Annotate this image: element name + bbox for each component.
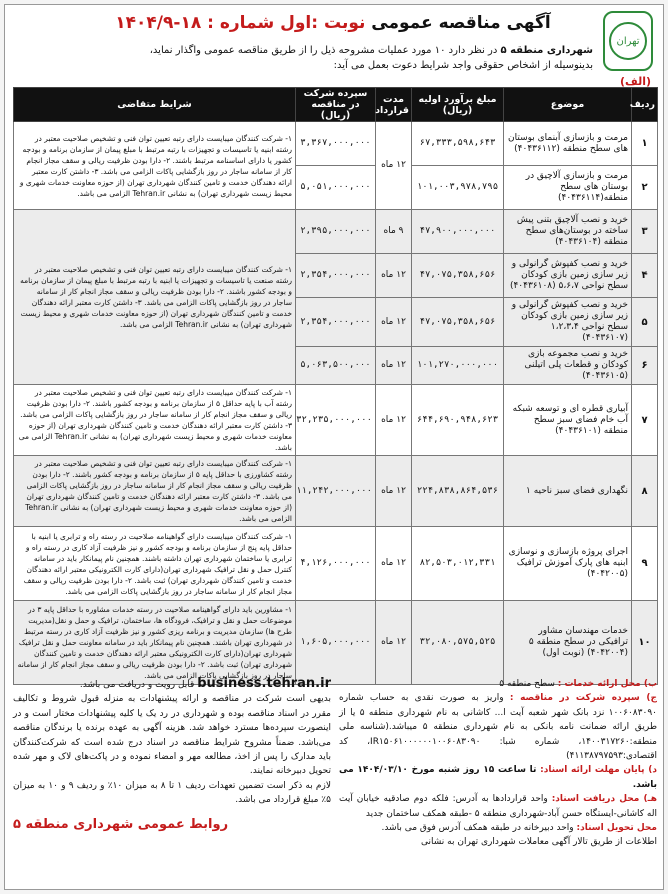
row-estimate: ۳۲,۰۸۰,۵۷۵,۵۲۵ (412, 601, 504, 685)
row-duration: ۱۲ ماه (376, 385, 412, 456)
tehran-municipality-logo (603, 11, 653, 71)
row-deposit: ۱,۶۰۵,۰۰۰,۰۰۰ (296, 601, 376, 685)
row-deposit: ۱۱,۲۴۲,۰۰۰,۰۰۰ (296, 456, 376, 527)
row-duration: ۹ ماه (376, 210, 412, 254)
row-deposit: ۳۲,۲۳۵,۰۰۰,۰۰۰ (296, 385, 376, 456)
row-deposit: ۲,۳۵۴,۰۰۰,۰۰۰ (296, 298, 376, 347)
row-duration: ۱۲ ماه (376, 347, 412, 385)
row-deposit: ۳,۳۶۷,۰۰۰,۰۰۰ (296, 122, 376, 166)
row-duration: ۱۲ ماه (376, 122, 412, 210)
row-number: ۹ (632, 527, 658, 601)
row-subject: مرمت و بازسازی آبنمای بوستان های سطح منطقه (۴۰۴۳۶۱۱۲) (504, 122, 632, 166)
title-main: آگهی مناقصه عمومی (371, 13, 551, 33)
row-deposit: ۵,۰۶۳,۵۰۰,۰۰۰ (296, 347, 376, 385)
row-estimate: ۱۰۱,۲۷۰,۰۰۰,۰۰۰ (412, 347, 504, 385)
table-row (14, 601, 658, 685)
col-estimate: مبلغ برآورد اولیه (ریال) (412, 88, 504, 122)
intro-org: شهرداری منطقه ۵ (500, 45, 593, 56)
notice-title (73, 13, 593, 33)
col-duration: مدت قرارداد (376, 88, 412, 122)
row-number: ۶ (632, 347, 658, 385)
detail-terms: بدیهی است شرکت در مناقصه و ارائه پیشنهادات به منزله قبول شروط و تکالیف مقرر در اسناد مناقصه بوده و شهرداری در رد یک یا کلیه پیشنهادات مختار است و در اینصورت سپرده‌ها مسترد خواهد شد. هزینه آگهی به عهده برنده یا برندگان مناقصه می‌باشد. ضمناً مشروح شرایط مناقصه در اسناد درج شده است که شرکت‌کنندگان باید مدارک را پس از اخذ، مطالعه مهر و امضاء نموده و در پاکت‌های لاک و مهر شده تحویل دبیرخانه نمایند. (13, 694, 331, 777)
detail-info: اطلاعات از طریق تالار آگهی معاملات شهرداری تهران به نشانی (421, 837, 657, 848)
row-estimate: ۴۷,۰۷۵,۳۵۸,۶۵۶ (412, 254, 504, 298)
details-left-column (13, 677, 331, 832)
intro-text: در نظر دارد ۱۰ مورد عملیات مشروحه ذیل را از طریق مناقصه عمومی واگذار نماید، (149, 45, 501, 56)
table-row (14, 456, 658, 527)
table-row (14, 122, 658, 166)
row-conditions: ۱- شرکت کنندگان میبایست دارای رتبه تعیین توان فنی و تشخیص صلاحیت معتبر در رشته ابنیه یا تاسیسات و تجهیزات با رتبه مرتبط با مبلغ پیمان از سازمان برنامه و بودجه کشور یا دارای اساسنامه مرتبط باشند. ۲- دارا بودن ظرفیت ریالی و سقف مجاز انجام کار از سامانه ساجار در روز بازگشایی پاکات الزامی می باشد. ۳- داشتن کارت معتبر ارائه دهندگان خدمت و تامین کنندگان شهرداری تهران (از حوزه معاونت خدمات شهری و محیط زیست شهرداری تهران) به نشانی Tehran.ir الزامی می باشد. (14, 122, 296, 210)
row-subject: خرید و نصب کفپوش گرانولی و زیر سازی زمین بازی کودکان سطح نواحی ۵،۶،۷ (۴۰۴۳۶۱۰۸) (504, 254, 632, 298)
row-number: ۴ (632, 254, 658, 298)
row-estimate: ۶۷,۳۳۳,۵۹۸,۶۴۳ (412, 122, 504, 166)
col-subject: موضوع (504, 88, 632, 122)
col-conditions: شرایط متقاضی (14, 88, 296, 122)
row-number: ۸ (632, 456, 658, 527)
col-deposit: سپرده شرکت در مناقصه (ریال) (296, 88, 376, 122)
row-subject: خدمات مهندسان مشاور ترافیکی در سطح منطقه ۵ (۴۰۴۲۰۰۴) (نوبت اول) (504, 601, 632, 685)
row-number: ۲ (632, 166, 658, 210)
detail-delivery: محل تحویل اسناد: واحد دبیرخانه در طبقه همکف آدرس فوق می باشد. (381, 823, 657, 834)
row-deposit: ۴,۱۲۶,۰۰۰,۰۰۰ (296, 527, 376, 601)
notice-header (5, 5, 663, 87)
row-subject: نگهداری فضای سبز ناحیه ۱ (504, 456, 632, 527)
row-conditions: ۱- شرکت کنندگان میبایست دارای رتبه تعیین توان فنی و تشخیص صلاحیت معتبر در رشته کشاورزی با حداقل پایه ۵ از سازمان برنامه و بودجه کشور باشند. ۲- دارا بودن ظرفیت ریالی و سقف مجاز انجام کار از سامانه ساجار در روز بازگشایی پاکات الزامی می باشد. ۳- داشتن کارت معتبر ارائه دهندگان خدمت و تامین کنندگان شهرداری تهران (از حوزه معاونت خدمات شهری و محیط زیست شهرداری تهران) به نشانی Tehran.ir الزامی می باشد. (14, 456, 296, 527)
row-estimate: ۴۷,۰۷۵,۳۵۸,۶۵۶ (412, 298, 504, 347)
col-row: ردیف (632, 88, 658, 122)
row-subject: خرید و نصب آلاچیق بتنی پیش ساخته در بوستان‌های سطح منطقه (۴۰۴۳۶۱۰۴) (504, 210, 632, 254)
row-number: ۳ (632, 210, 658, 254)
detail-guarantee: لازم به ذکر است تضمین تعهدات ردیف ۱ تا ۸ به میزان ۱۰٪ و ردیف ۹ و ۱۰ به میزان ۵٪ مبلغ قرارداد می باشد. (13, 780, 331, 806)
detail-j: ج) سپرده شرکت در مناقصه : واریز به صورت نقدی به حساب شماره ۱۰۰۶۰۸۳۰۹۰ نزد بانک شهر شعبه آیت ا... کاشانی به نام شهرداری منطقه ۵ یا از طریق ارائه ضمانت نامه بانکی به نام شهرداری منطقه ۵ میباشد.(شناسه ملی منطقه:۱۴۰۰۳۱۷۲۶۰، شماره شبا: IR۱۵۰۶۱۰۰۰۰۰۰۱۰۰۶۰۸۳۰۹۰، کد اقتصادی:۴۱۱۳۸۷۹۷۵۹۳) (339, 693, 657, 762)
row-conditions: ۱- شرکت کنندگان میبایست دارای رتبه تعیین توان فنی و تشخیص صلاحیت معتبر در رشته آب با پایه حداقل ۵ از سازمان برنامه و بودجه کشور باشند. ۲- دارا بودن ظرفیت ریالی و سقف مجاز انجام کار از سامانه ساجار در روز بازگشایی پاکات الزامی می باشد. ۳- داشتن کارت معتبر ارائه دهندگان خدمت و تامین کنندگان شهرداری تهران (از حوزه معاونت خدمات شهری و محیط زیست شهرداری تهران) به نشانی Tehran.ir الزامی می باشد. (14, 385, 296, 456)
detail-site-line: business.tehran.ir قابل رویت و دریافت می باشد. (79, 676, 331, 691)
row-subject: آبیاری قطره ای و توسعه شبکه آب خام فضای سبز سطح منطقه (۴۰۴۳۶۱۰۱) (504, 385, 632, 456)
detail-d: د) پایان مهلت ارائه اسناد: تا ساعت ۱۵ روز شنبه مورخ ۱۴۰۴/۰۳/۱۰ می باشد. (339, 765, 658, 790)
table-header-row (14, 88, 658, 122)
notice-details (13, 677, 657, 885)
details-right-column (339, 677, 657, 850)
detail-h: هـ) محل دریافت اسناد: واحد قراردادها به آدرس: فلکه دوم صادقیه خیابان آیت اله کاشانی-ایستگاه حسن آباد-شهرداری منطقه ۵ -طبقه همکف ساختمان جدید (339, 794, 657, 819)
row-deposit: ۵,۰۵۱,۰۰۰,۰۰۰ (296, 166, 376, 210)
row-number: ۵ (632, 298, 658, 347)
row-conditions: ۱- شرکت کنندگان میبایست دارای رتبه تعیین توان فنی و تشخیص صلاحیت معتبر در رشته صنعت یا تاسیسات و تجهیزات یا ابنیه با رتبه مرتبط با مبلغ پیمان از سازمان برنامه و بودجه کشور باشند. ۲- دارا بودن ظرفیت ریالی و سقف مجاز انجام کار از سامانه ساجار در روز بازگشایی پاکات الزامی می باشد. ۳- داشتن کارت معتبر ارائه دهندگان خدمت و تامین کنندگان شهرداری تهران (از حوزه معاونت خدمات شهری و محیط زیست شهرداری تهران) به نشانی Tehran.ir الزامی می باشد. (14, 210, 296, 385)
row-estimate: ۶۴۴,۶۹۰,۹۴۸,۶۲۳ (412, 385, 504, 456)
row-deposit: ۲,۳۵۴,۰۰۰,۰۰۰ (296, 254, 376, 298)
title-turn: نوبت :اول (280, 13, 372, 33)
row-subject: خرید و نصب مجموعه بازی کودکان و قطعات پلی اتیلنی (۴۰۴۳۶۱۰۵) (504, 347, 632, 385)
table-row (14, 210, 658, 254)
detail-b: ب) محل ارائه خدمات : سطح منطقه ۵ (499, 679, 657, 689)
row-duration: ۱۲ ماه (376, 298, 412, 347)
public-relations-footer: روابط عمومی شهرداری منطقه ۵ (13, 816, 229, 832)
table-row (14, 527, 658, 601)
tender-table (13, 87, 658, 685)
row-number: ۷ (632, 385, 658, 456)
row-estimate: ۲۲۴,۸۳۸,۸۶۴,۵۳۶ (412, 456, 504, 527)
row-duration: ۱۲ ماه (376, 527, 412, 601)
logo-emblem: تهران (609, 22, 647, 60)
row-estimate: ۴۷,۹۰۰,۰۰۰,۰۰۰ (412, 210, 504, 254)
row-conditions: ۱- شرکت کنندگان میبایست دارای گواهینامه صلاحیت در رسته راه و ترابری یا ابنیه با حداقل پایه پنج از سازمان برنامه و بودجه کشور و نیز ظرفیت آزاد کاری در رسته راه و ترابری یا ساختمان شهرداری تهران داشته باشند. همچنین نام پیمانکار باید در سامانه کنترل حمل و نقل ترافیک شهرداری تهران(دارای کارت الکترونیکی معتبر ارائه دهندگان خدمت و تامین کنندگان شهرداری تهران) ثبت باشد. ۲- دارا بودن ظرفیت ریالی و سقف مجاز انجام کار از سامانه ساجار در روز بازگشایی پاکات الزامی می باشد. (14, 527, 296, 601)
intro-line2: بدینوسیله از اشخاص حقوقی واجد شرایط دعوت بعمل می آید: (333, 60, 593, 71)
row-estimate: ۸۲,۵۰۳,۰۱۲,۳۳۱ (412, 527, 504, 601)
row-number: ۱۰ (632, 601, 658, 685)
row-subject: مرمت و بازسازی آلاچیق در بوستان های سطح منطقه(۴۰۴۳۶۱۱۴) (504, 166, 632, 210)
row-duration: ۱۲ ماه (376, 456, 412, 527)
notice-intro (73, 43, 593, 73)
title-number: شماره : ۱۸-۱۴۰۴/۹ (115, 13, 281, 33)
business-site-link[interactable]: business.tehran.ir (197, 676, 331, 691)
tender-notice (4, 4, 664, 890)
row-subject: اجرای پروژه بازسازی و نوسازی ابنیه های پارک آموزش ترافیک (۴۰۴۲۰۰۵) (504, 527, 632, 601)
section-alef-label: (الف) (619, 75, 651, 88)
row-number: ۱ (632, 122, 658, 166)
row-conditions: ۱- مشاورین باید دارای گواهینامه صلاحیت در رسته خدمات مشاوره با حداقل پایه ۳ در موضوعات حمل و نقل و ترافیک، فرودگاه ها، ساختمان، ترافیک و حمل و نقل(مدیریت طرح ها) سازمان مدیریت و برنامه ریزی کشور و نیز ظرفیت آزاد کاری در رسته مرتبط در شهرداری تهران باشند. همچنین نام پیمانکار باید در سامانه معاونت حمل و نقل ترافیک شهرداری تهران(دارای کارت الکترونیکی معتبر ارائه دهندگان خدمت و تامین کنندگان شهرداری تهران) ثبت باشد. ۲- دارا بودن ظرفیت ریالی و سقف مجاز انجام کار از سامانه ساجار در روز بازگشایی پاکات الزامی می باشد. (14, 601, 296, 685)
row-deposit: ۲,۳۹۵,۰۰۰,۰۰۰ (296, 210, 376, 254)
row-subject: خرید و نصب کفپوش گرانولی و زیر سازی زمین بازی کودکان سطح نواحی ۱،۲،۳،۴ (۴۰۴۳۶۱۰۷) (504, 298, 632, 347)
row-estimate: ۱۰۱,۰۰۳,۹۷۸,۷۹۵ (412, 166, 504, 210)
row-duration: ۱۲ ماه (376, 601, 412, 685)
row-duration: ۱۲ ماه (376, 254, 412, 298)
table-row (14, 385, 658, 456)
